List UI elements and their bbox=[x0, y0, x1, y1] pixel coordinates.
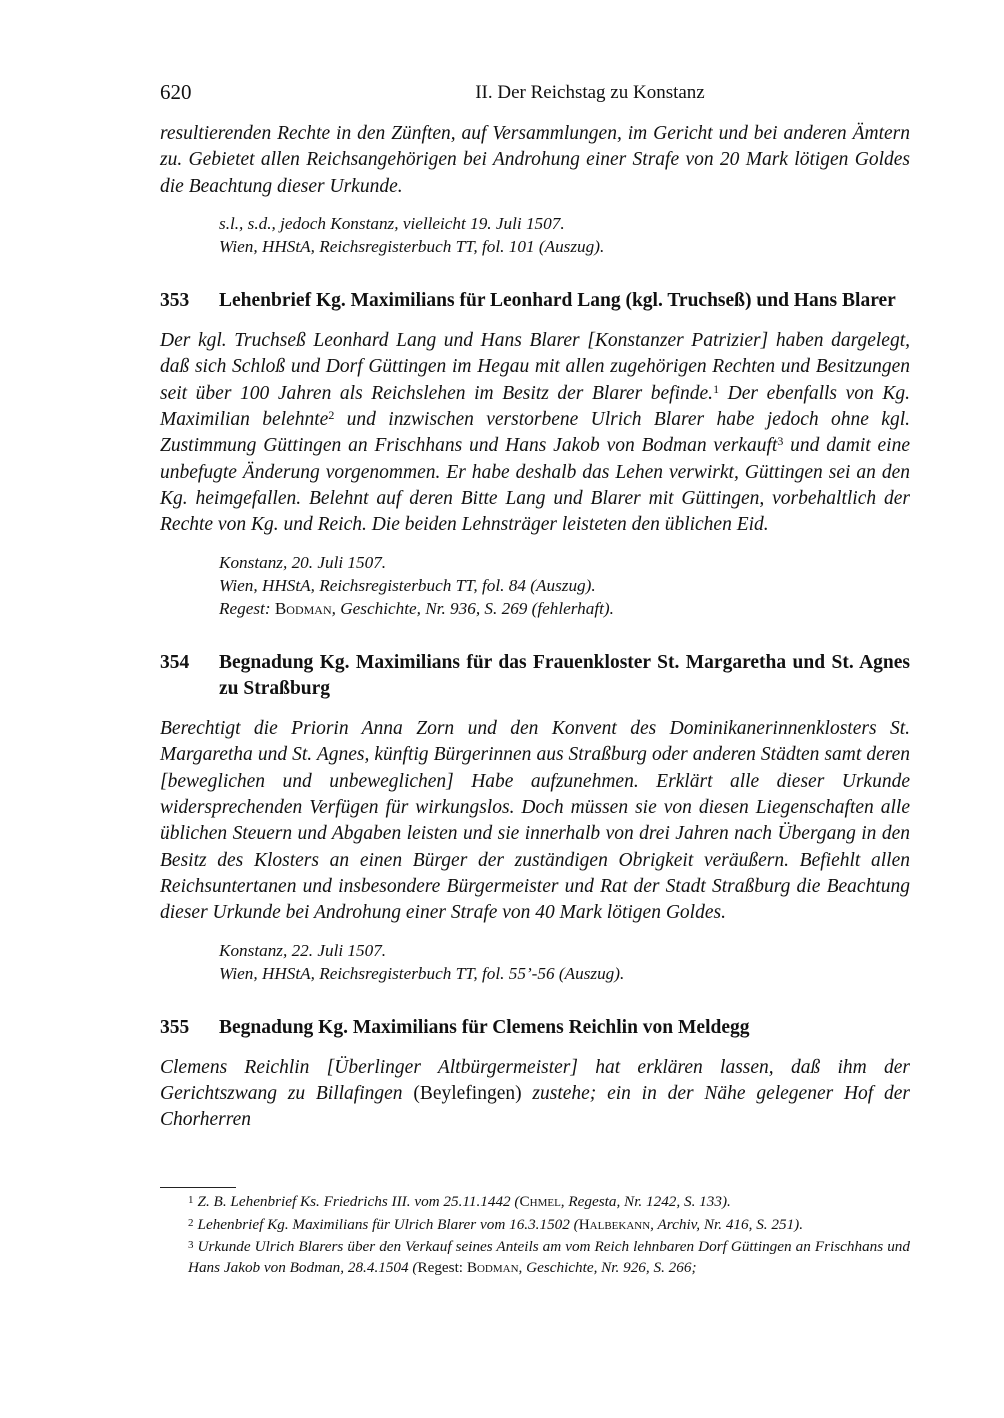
document-body bbox=[160, 121, 910, 1134]
summary-text: zustehe; ein in der Nähe gelegener Hof der Chorherren bbox=[160, 1083, 910, 1131]
footnote-author: Chmel bbox=[519, 1193, 561, 1210]
summary-text: Der ebenfalls von Kg. Maximilian belehnte bbox=[160, 382, 911, 431]
footnote-ref[interactable]: 2 bbox=[328, 408, 335, 423]
footnote-number: 3 bbox=[188, 1239, 194, 1252]
entry-number: 354 bbox=[160, 651, 190, 673]
regest-author: Bodman bbox=[274, 598, 332, 618]
footnote-text: Z. B. Lehenbrief Ks. Friedrichs III. vom 25.11.1442 ( bbox=[197, 1193, 520, 1210]
footnote-text: , Geschichte, Nr. 926, S. 266; bbox=[518, 1258, 697, 1276]
entry-number: 353 bbox=[160, 289, 190, 311]
entry-title: Begnadung Kg. Maximilians für Clemens Reichlin von Meldegg bbox=[219, 1016, 750, 1038]
source-line: Wien, HHStA, Reichsregisterbuch TT, fol. 101 (Auszug). bbox=[219, 236, 605, 256]
entry-title: Lehenbrief Kg. Maximilians für Leonhard Lang (kgl. Truchseß) und Hans Blarer bbox=[219, 289, 896, 311]
source-line: Wien, HHStA, Reichsregisterbuch TT, fol. 55’-56 (Auszug). bbox=[219, 963, 625, 983]
running-title: II. Der Reichstag zu Konstanz bbox=[475, 82, 705, 103]
regest-text: , Geschichte, Nr. 936, S. 269 (fehlerhaft). bbox=[331, 598, 614, 618]
source-line: s.l., s.d., jedoch Konstanz, vielleicht 19. Juli 1507. bbox=[219, 213, 565, 233]
summary-text: und inzwischen verstorbene Ulrich Blarer habe jedoch ohne kgl. Zustimmung Güttingen an Frischhans und Hans Jakob von Bodman verkauft bbox=[160, 409, 911, 457]
regest-prefix: Regest: bbox=[219, 598, 275, 618]
entry-number: 355 bbox=[160, 1016, 190, 1038]
summary-text: Der kgl. Truchseß Leonhard Lang und Hans Blarer [Konstanzer Patrizier] haben dargelegt, daß sich Schloß und Dorf Güttingen im Hegau mit allen zugehörigen Rechten und Besitzungen seit über 100 Jahren als Reichslehen im Besitz der Blarer befinde. bbox=[160, 330, 910, 404]
footnote-text: Urkunde Ulrich Blarers über den Verkauf seines Anteils am vom Reich lehnbaren Dorf Güttingen an Frischhans und Hans Jakob von Bodman, 28.4.1504 ( bbox=[188, 1238, 910, 1276]
footnote-2 bbox=[160, 1213, 910, 1236]
summary-upright-text: (Beylefingen) bbox=[413, 1083, 522, 1105]
continued-source-block bbox=[219, 212, 910, 258]
page-number: 620 bbox=[160, 80, 192, 104]
entry-heading-354 bbox=[160, 650, 910, 703]
entry-source-block-353 bbox=[219, 551, 910, 620]
footnote-divider bbox=[160, 1187, 236, 1188]
footnote-1 bbox=[160, 1190, 910, 1213]
footnote-ref[interactable]: 1 bbox=[713, 381, 720, 396]
entry-source-block-354 bbox=[219, 939, 910, 985]
continued-summary: resultierenden Rechte in den Zünften, auf Versammlungen, im Gericht und bei anderen Ämtern zu. Gebietet allen Reichsangehörigen bei Androhung einer Strafe von 20 Mark lötigen Goldes die Beachtung dieser Urkunde. bbox=[160, 123, 910, 197]
source-line: Konstanz, 20. Juli 1507. bbox=[219, 552, 387, 572]
footnotes bbox=[160, 1190, 910, 1278]
footnote-author: Halbekann bbox=[578, 1215, 651, 1233]
footnote-ref[interactable]: 3 bbox=[777, 434, 784, 449]
entry-title: Begnadung Kg. Maximilians für das Frauenkloster St. Margaretha und St. Agnes zu Straßburg bbox=[219, 651, 910, 699]
footnote-text: Lehenbrief Kg. Maximilians für Ulrich Blarer vom 16.3.1502 ( bbox=[197, 1215, 579, 1233]
summary-text: Clemens Reichlin [Überlinger Altbürgermeister] hat erklären lassen, daß ihm der Gerichtszwang zu Billafingen bbox=[160, 1056, 910, 1105]
entry-summary-353 bbox=[160, 328, 910, 538]
entry-heading-355 bbox=[160, 1015, 910, 1041]
entry-summary-354: Berechtigt die Priorin Anna Zorn und den Konvent des Dominikanerinnenklosters St. Margaretha und St. Agnes, künftig Bürgerinnen aus Straßburg oder anderen Städten samt deren [beweglichen und unbeweglichen] Habe aufzunehmen. Erklärt alle dieser Urkunde widersprechenden Verfügen für wirkungslos. Doch müssen sie von diesen Liegenschaften alle üblichen Steuern und Abgaben leisten und sie innerhalb von drei Jahren nach Übergang in den Besitz des Klosters an einen Bürger der zuständigen Obrigkeit veräußern. Befiehlt allen Reichsuntertanen und insbesondere Bürgermeister und Rat der Stadt Straßburg die Beachtung dieser Urkunde bei Androhung einer Strafe von 40 Mark lötigen Goldes. bbox=[160, 718, 910, 924]
document-page bbox=[160, 0, 910, 1418]
footnote-text: , Regesta, Nr. 1242, S. 133). bbox=[560, 1193, 731, 1210]
regest-line bbox=[219, 597, 910, 620]
footnote-text: , Archiv, Nr. 416, S. 251). bbox=[650, 1215, 804, 1233]
page-header bbox=[160, 80, 910, 110]
footnote-author: Bodman bbox=[466, 1258, 519, 1276]
entry-summary-355 bbox=[160, 1055, 910, 1134]
footnote-3 bbox=[160, 1235, 910, 1278]
source-line: Wien, HHStA, Reichsregisterbuch TT, fol. 84 (Auszug). bbox=[219, 575, 596, 595]
entry-heading-353 bbox=[160, 288, 910, 314]
summary-text: und damit eine unbefugte Änderung vorgenommen. Er habe deshalb das Lehen verwirkt, Güttingen sei an den Kg. heimgefallen. Belehnt auf deren Bitte Lang und Blarer mit Güttingen, vorbehaltlich der Rechte von Kg. und Reich. Die beiden Lehnsträger leisteten den üblichen Eid. bbox=[160, 435, 910, 536]
footnote-number: 1 bbox=[188, 1194, 194, 1206]
footnote-number: 2 bbox=[188, 1216, 194, 1229]
footnote-regest-prefix: Regest: bbox=[417, 1258, 467, 1276]
source-line: Konstanz, 22. Juli 1507. bbox=[219, 940, 387, 960]
